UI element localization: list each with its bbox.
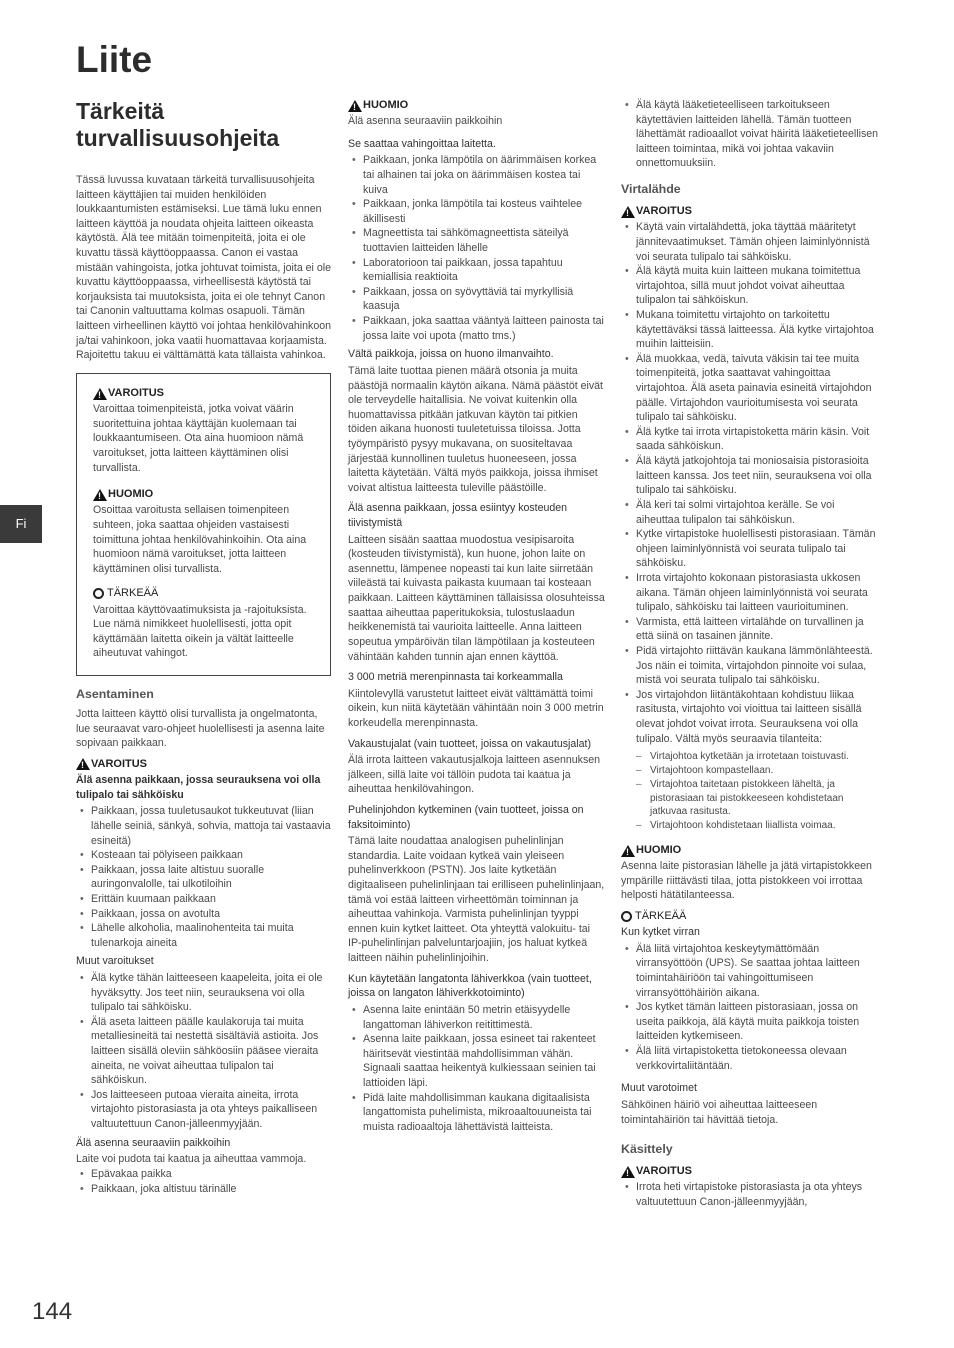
list-item: • Paikkaan, joka altistuu tärinälle — [76, 1182, 331, 1197]
caution-label: ! HUOMIO — [348, 98, 606, 113]
install-text: Jotta laitteen käyttö olisi turvallista ja ongelmatonta, lue seuraavat varo-ohjeet huolellisesti ja asenna laite sopivaan paikkaan. — [76, 708, 325, 750]
list-item: – Virtajohtoon kohdistetaan liiallista voimaa. — [636, 819, 879, 833]
caution-icon — [93, 489, 107, 501]
important-description: Varoittaa käyttövaatimuksista ja -rajoituksista. Lue nämä nimikkeet huolellisesti, jotta opit käyttämään laitetta oikein ja vältät laitteelle aiheutuvat vahingot. — [93, 603, 307, 660]
list-item: • Magneettista tai sähkömagneettista säteilyä tuottavien laitteiden lähelle — [348, 226, 606, 255]
language-tab: Fi — [0, 505, 42, 543]
other-precautions-text: Sähköinen häiriö voi aiheuttaa laitteeseen toimintahäiriön tai hävittää tietoja. — [621, 1098, 818, 1126]
page-number: 144 — [32, 1298, 73, 1325]
caution-subheading: Älä asenna seuraaviin paikkoihin — [348, 115, 503, 128]
warning-label: ! VAROITUS — [76, 757, 331, 772]
warning-icon — [93, 388, 107, 400]
list-item: – Virtajohtoa taitetaan pistokkeen läheltä, ja pistorasiaan tai pistokkeeseen kohdistetaan jatkuvaa rasitusta. — [636, 778, 879, 819]
list-item: • Varmista, että laitteen virtalähde on turvallinen ja että siinä on tasainen jännite. — [621, 615, 879, 644]
list-item: • Jos kytket tämän laitteen pistorasiaan, jossa on useita paikkoja, älä käytä muita paikkoja toisten laitteiden kytkemiseen. — [621, 1000, 879, 1044]
page-title: Liite — [76, 39, 153, 80]
damage-heading: Se saattaa vahingoittaa laitetta. — [348, 137, 496, 150]
list-item: • Jos laitteeseen putoaa vieraita aineita, irrota virtajohto pistorasiasta ja ota yhteys paikalliseen valtuutettuun Canon-jälleenmyyjään. — [76, 1088, 331, 1132]
list-item: • Asenna laite paikkaan, jossa esineet tai rakenteet häiritsevät viestintää mahdollisimman vähän. Signaali saattaa heikentyä kulkiessaan seinien tai lattioiden läpi. — [348, 1032, 606, 1090]
list-item: • Älä muokkaa, vedä, taivuta väkisin tai tee muita toimenpiteitä, jotka saattavat vahingoittaa virtajohtoa. Älä aseta painavia esineitä virtajohdon päälle. Virtajohdon vaurioitumisesta voi seurata tulipalo tai sähköisku. — [621, 352, 879, 425]
list-item: • Käytä vain virtalähdettä, joka täyttää määritetyt jännitevaatimukset. Tämän ohjeen laiminlyönnistä voi seurata tulipalo tai sähköisku. — [621, 220, 879, 264]
column-3 — [621, 98, 879, 1214]
warning-label: ! VAROITUS — [621, 204, 879, 219]
legend-box — [76, 373, 331, 676]
warning-list — [76, 804, 331, 950]
warning-subheading: Älä asenna paikkaan, jossa seurauksena voi olla tulipalo tai sähköisku — [76, 774, 321, 801]
important-label: TÄRKEÄÄ — [93, 586, 316, 601]
important-label: TÄRKEÄÄ — [621, 909, 879, 924]
caution-text: Asenna laite pistorasian lähelle ja jätä virtapistokkeen ympärille riittävästi tilaa, jotta pistokkeen voi irrottaa helposti hätätilanteessa. — [621, 860, 872, 902]
list-item: • Pidä virtajohto riittävän kaukana lämmönlähteestä. Jos näin ei toimita, virtajohdon pinnoite voi sulaa, mistä voi seurata tulipalo tai sähköisku. — [621, 644, 879, 688]
list-item: • Irrota virtajohto kokonaan pistorasiasta ukkosen aikana. Tämän ohjeen laiminlyönnistä voi seurata tulipalo, sähköisku tai laitteen vaurioituminen. — [621, 571, 879, 615]
caution-icon — [348, 100, 362, 112]
list-item: • Paikkaan, jonka lämpötila on äärimmäisen korkea tai alhainen tai joka on äärimmäisen kostea tai kuiva — [348, 153, 606, 197]
warning-label: ! VAROITUS — [93, 386, 316, 401]
list-item: • Älä liitä virtapistoketta tietokoneessa olevaan verkkovirtaliitäntään. — [621, 1044, 879, 1073]
other-precautions-heading: Muut varotoimet — [621, 1082, 697, 1095]
warning-label: ! VAROITUS — [621, 1164, 879, 1179]
ventilation-text: Tämä laite tuottaa pienen määrä otsonia ja muita päästöjä normaalin käytön aikana. Nämä päästöt eivät ole terveydelle haitallisia. Ne voivat kuitenkin olla huomattavissa pitkään jatkuvan käytön tai pitkien töiden aikana huonosti tuuletetuissa tiloissa. Jotta työympäristö pysyy mukavana, on suositeltavaa järjestää kunnollinen tuuletus huoneeseen, jossa laitetta käytetään. Vältä myös paikkoja, joissa ihmiset voivat altistua laitteesta tuleville päästöille. — [348, 364, 603, 494]
list-item: • Paikkaan, jossa on syövyttäviä tai myrkyllisiä kaasuja — [348, 285, 606, 314]
place-heading: Älä asenna seuraaviin paikkoihin — [76, 1136, 231, 1149]
list-item: • Älä käytä jatkojohtoja tai moniosaisia pistorasioita laitteen kanssa. Jos teet niin, seurauksena voi olla tulipalo tai sähköisku. — [621, 454, 879, 498]
other-warnings-list — [76, 971, 331, 1132]
list-item: • Paikkaan, jonka lämpötila tai kosteus vaihtelee äkillisesti — [348, 197, 606, 226]
list-item: • Erittäin kuumaan paikkaan — [76, 892, 331, 907]
section-title: Tärkeitä turvallisuusohjeita — [76, 98, 280, 152]
install-heading: Asentaminen — [76, 686, 154, 701]
column-2 — [348, 98, 606, 1138]
phone-heading: Puhelinjohdon kytkeminen (vain tuotteet, joissa on faksitoiminto) — [348, 803, 584, 831]
list-item: • Epävakaa paikka — [76, 1167, 331, 1182]
list-item: • Asenna laite enintään 50 metrin etäisyydelle langattoman lähiverkon reitittimestä. — [348, 1003, 606, 1032]
condensation-text: Laitteen sisään saattaa muodostua vesipisaroita (kosteuden tiivistymistä), kun huone, johon laite on asennettu, lämpenee nopeasti tai kun laite siirretään viileästä tai kuivasta paikasta kuumaan tai kosteaan paikkaan. Laitteen käyttäminen tällaisissa olosuhteissa saattaa aiheuttaa paperitukoksia, tulostuslaadun heikkenemistä tai vaurioita laitteelle. Anna laitteen sopeutua ympäröivän tilan lämpötilaan ja kosteuteen vähintään kahden tunnin ajan ennen käyttöä. — [348, 533, 605, 663]
strain-list — [636, 750, 879, 833]
list-item: • Pidä laite mahdollisimman kaukana digitaalisista langattomista puhelimista, mikroaaltouuneista tai muista radioaaltoja lähettävistä laitteista. — [348, 1091, 606, 1135]
wlan-list — [348, 1003, 606, 1134]
power-heading: Virtalähde — [621, 182, 681, 197]
warning-description: Varoittaa toimenpiteistä, jotka voivat väärin suoritettuina johtaa käyttäjän kuolemaan tai loukkaantumiseen. Ota aina huomioon nämä varoitukset, jotta laitteen käyttäminen olisi turvallista. — [93, 403, 304, 474]
wlan-heading: Kun käytetään langatonta lähiverkkoa (vain tuotteet, joissa on langaton lähiverkkotoiminto) — [348, 972, 592, 1000]
intro-paragraph: Tässä luvussa kuvataan tärkeitä turvallisuusohjeita laitteen käyttäjien tai muiden henkilöiden loukkaantumisten estämiseksi. Lue tämä luku ennen laitteen käyttöä ja noudata ohjeita laitteen oikeasta käytöstä. Älä tee mitään toimenpiteitä, joita ei ole kuvattu tässä käyttöoppaassa. Canon ei vastaa mistään vahingoista, jotka johtuvat toimista, joita ei ole kuvattu käyttöoppaassa, virheellisestä käytöstä tai korjauksista tai muutoksista, joita ei ole tehnyt Canon tai Canonin valtuuttama kolmas osapuoli. Tämän laitteen virheellinen käyttö voi johtaa henkilövahinkoon ja/tai vahinkoon, joka vaatii huomattavaa korjaamista. Rajoitettu takuu ei välttämättä kata tällaista vahinkoa. — [76, 174, 332, 362]
list-item: • Älä aseta laitteen päälle kaulakoruja tai muita metalliesineitä tai nestettä sisältäviä astioita. Jos laitteen sisällä oleviin sähköosiin pääsee vieraita aineita, ne voivat aiheuttaa tulipalon tai sähköiskun. — [76, 1015, 331, 1088]
altitude-heading: 3 000 metriä merenpinnasta tai korkeammalla — [348, 671, 563, 684]
handling-heading: Käsittely — [621, 1142, 673, 1157]
list-item: • Älä liitä virtajohtoa keskeytymättömään virransyöttöön (UPS). Se saattaa johtaa laitteen toimintahäiriöön tai vahingoittumiseen virransyöttöhäiriön aikana. — [621, 942, 879, 1000]
list-item: • Paikkaan, jossa on avotulta — [76, 907, 331, 922]
warning-icon — [621, 1166, 635, 1178]
list-item: • Paikkaan, joka saattaa vääntyä laitteen painosta tai jossa laite voi upota (matto tms.) — [348, 314, 606, 343]
list-item: • Kosteaan tai pölyiseen paikkaan — [76, 848, 331, 863]
damage-list — [348, 153, 606, 343]
list-item: • Irrota heti virtapistoke pistorasiasta ja ota yhteys valtuutettuun Canon-jälleenmyyjään, — [621, 1180, 879, 1209]
anchor-text: Älä irrota laitteen vakautusjalkoja laitteen asennuksen jälkeen, sillä laite voi tällöin pudota tai kaatua ja aiheuttaa henkilövahingon. — [348, 754, 601, 796]
place-text: Laite voi pudota tai kaatua ja aiheuttaa vammoja. — [76, 1153, 307, 1166]
anchor-heading: Vakaustujalat (vain tuotteet, joissa on vakautusjalat) — [348, 737, 592, 750]
list-item: • Lähelle alkoholia, maalinohenteita tai muita tulenarkoja aineita — [76, 921, 331, 950]
list-item: • Paikkaan, jossa tuuletusaukot tukkeutuvat (liian lähelle seiniä, sänkyä, sohvia, mattoja tai vastaavia esineitä) — [76, 804, 331, 848]
condensation-heading: Älä asenna paikkaan, jossa esiintyy kosteuden tiivistymistä — [348, 502, 568, 530]
important-icon — [93, 588, 104, 599]
list-item: • Laboratorioon tai paikkaan, jossa tapahtuu kemiallisia reaktioita — [348, 256, 606, 285]
connect-heading: Kun kytket virran — [621, 926, 700, 939]
ventilation-heading: Vältä paikkoja, joissa on huono ilmanvaihto. — [348, 348, 554, 361]
medical-list — [621, 98, 879, 171]
list-item: • Paikkaan, jossa laite altistuu suoralle auringonvalolle, tai ulkotiloihin — [76, 863, 331, 892]
warning-icon — [621, 206, 635, 218]
column-1 — [76, 173, 331, 1200]
list-item: • Älä käytä lääketieteelliseen tarkoitukseen käytettävien laitteiden lähellä. Tämän tuotteen lähettämät radioaallot voivat häiritä lääketieteellisen laitteen toimintaa, mikä voi johtaa vakaviin onnettomuuksiin. — [621, 98, 879, 171]
altitude-text: Kiintolevyllä varustetut laitteet eivät välttämättä toimi oikein, kun niitä käytetään vähintään noin 3 000 metrin korkeudella merenpinnasta. — [348, 687, 604, 729]
caution-icon — [621, 845, 635, 857]
list-item: • Jos virtajohdon liitäntäkohtaan kohdistuu liikaa rasitusta, virtajohto voi vioittua tai laitteen sisällä olevat johdot voivat irrota. Seurauksena voi olla tulipalo. Vältä myös seuraavia tilanteita: — [621, 688, 879, 746]
other-warnings-heading: Muut varoitukset — [76, 955, 154, 968]
list-item: • Älä käytä muita kuin laitteen mukana toimitettua virtajohtoa, sillä muut johdot voivat aiheuttaa tulipalon tai sähköiskun. — [621, 264, 879, 308]
list-item: – Virtajohtoa kytketään ja irrotetaan toistuvasti. — [636, 750, 879, 764]
list-item: • Älä kytke tai irrota virtapistoketta märin käsin. Voit saada sähköiskun. — [621, 425, 879, 454]
place-list — [76, 1167, 331, 1196]
important-icon — [621, 911, 632, 922]
list-item: • Mukana toimitettu virtajohto on tarkoitettu käytettäväksi tässä laitteessa. Älä kytke virtajohtoa muihin laitteisiin. — [621, 308, 879, 352]
handling-list — [621, 1180, 879, 1209]
list-item: • Kytke virtapistoke huolellisesti pistorasiaan. Tämän ohjeen laiminlyönnistä voi seurata tulipalo tai sähköisku. — [621, 527, 879, 571]
power-list — [621, 220, 879, 746]
connect-list — [621, 942, 879, 1073]
warning-icon — [76, 758, 90, 770]
list-item: • Älä kytke tähän laitteeseen kaapeleita, joita ei ole hyväksytty. Jos teet niin, seurauksena voi olla tulipalo tai sähköisku. — [76, 971, 331, 1015]
caution-label: ! HUOMIO — [93, 487, 316, 502]
phone-text: Tämä laite noudattaa analogisen puhelinlinjan standardia. Laite voidaan kytkeä vain yleiseen puhelinverkkoon (PSTN). Jos laite kytketään digitaaliseen puhelinlinjaan tai erilliseen puhelinlinjaan, tämä voi estää laitteen virheettömän toiminnan ja aiheuttaa vahinkoja. Varmista puhelinlinjan tyyppi ennen kuin kytket laitteet. Ota yhteyttä valokuitu- tai IP-puhelinlinjan palveluntarjoajiin, jos haluat kytkeä laitteen näihin puhelinlinjoihin. — [348, 835, 605, 965]
caution-label: ! HUOMIO — [621, 843, 879, 858]
list-item: • Älä keri tai solmi virtajohtoa kerälle. Se voi aiheuttaa tulipalon tai sähköiskun. — [621, 498, 879, 527]
list-item: – Virtajohtoon kompastellaan. — [636, 764, 879, 778]
caution-description: Osoittaa varoitusta sellaisen toimenpiteen suhteen, joka saattaa ohjeiden vastaisesti toimittuna johtaa henkilövahinkoihin. Ota aina huomioon nämä varoitukset, jotta laitteen käyttäminen olisi turvallista. — [93, 504, 307, 575]
